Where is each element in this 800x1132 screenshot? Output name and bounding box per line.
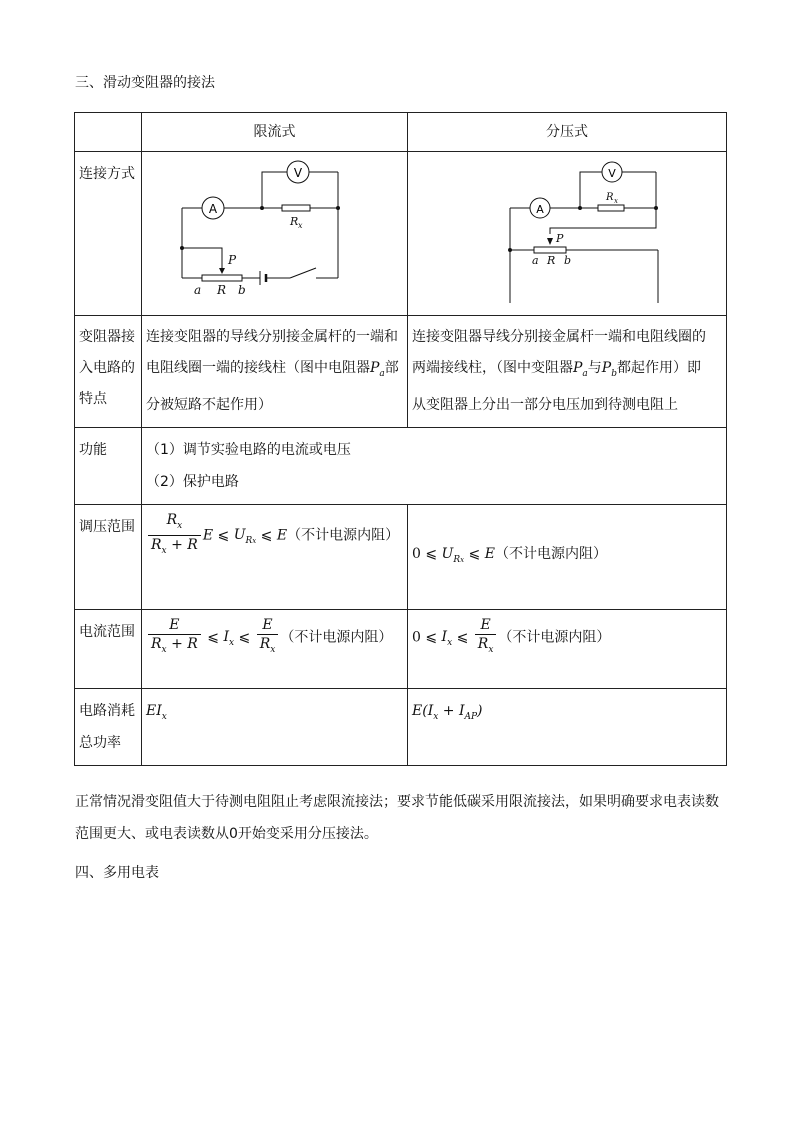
features-text: 两端接线柱，（图中变阻器 <box>412 360 573 376</box>
formula-fraction: $\frac{E}{R_x + R}$ <box>148 616 201 659</box>
formula-note: （不计电源内阻） <box>280 629 393 646</box>
junction-dot <box>508 248 512 252</box>
formula-math: 0 ⩽ <box>412 629 442 646</box>
row-label-voltage-range: 调压范围 <box>75 504 142 609</box>
function-content <box>142 427 727 504</box>
rx-label: R <box>290 215 299 228</box>
formula-note: （不计电源内阻） <box>498 629 611 646</box>
end-b-label: b <box>564 254 572 267</box>
row-total-power <box>75 688 727 765</box>
junction-dot <box>180 246 184 250</box>
features-text-line: 连接变阻器导线分别接金属杆一端和电阻线圈的 <box>412 329 706 345</box>
label-line: 入电路的 <box>79 360 135 376</box>
formula-math: 0 ⩽ <box>412 545 442 562</box>
resistor-rx <box>282 205 310 211</box>
junction-dot <box>578 206 582 210</box>
formula-math: $U_{Rx}$ <box>233 527 257 546</box>
formula-math: $I_x$ <box>441 629 453 648</box>
conclusion-paragraph <box>75 786 730 850</box>
formula-math: E <box>484 545 495 562</box>
row-function <box>75 427 727 504</box>
voltmeter-label: V <box>608 167 616 180</box>
formula-math: $E(I_x + I_{AP})$ <box>412 702 483 722</box>
row-features <box>75 316 727 428</box>
formula-math: $I_x$ <box>223 629 235 648</box>
label-line: 总功率 <box>79 734 121 751</box>
features-text-line: 连接变阻器的导线分别接金属杆的一端和 <box>146 329 398 345</box>
header-voltage-divider: 分压式 <box>408 113 727 152</box>
formula-note: （不计电源内阻） <box>494 545 607 562</box>
row-label-function: 功能 <box>75 427 142 504</box>
junction-dot <box>260 206 264 210</box>
paragraph-line: 正常情况滑变阻值大于待测电阻阻止考虑限流接法；要求节能低碳采用限流接法，如果明确要求电表读数 <box>75 794 719 810</box>
slider-p-label: P <box>556 232 564 245</box>
rheostat-r-label: R <box>217 283 227 297</box>
label-line: 变阻器接 <box>79 329 135 345</box>
rheostat-r-label: R <box>547 254 556 267</box>
formula-math: E <box>202 527 214 544</box>
formula-note: （不计电源内阻） <box>287 527 400 544</box>
row-voltage-range <box>75 504 727 609</box>
end-a-label: a <box>532 254 539 267</box>
section-3-title: 三、滑动变阻器的接法 <box>75 75 215 91</box>
row-current-range <box>75 609 727 688</box>
formula-math: $EI_x$ <box>146 702 167 722</box>
voltage-divider-features <box>408 316 727 428</box>
paragraph-line: 范围更大、或电表读数从0开始变采用分压接法。 <box>75 826 378 842</box>
divider-current-range: 0 ⩽ $I_x$ ⩽ $\frac{E}{R_x}$ （不计电源内阻） <box>408 609 727 688</box>
row-label-current-range: 电流范围 <box>75 609 142 688</box>
resistor-rx <box>598 205 624 211</box>
voltage-divider-circuit-diagram <box>408 152 727 303</box>
formula-fraction: $\frac{E}{R_x}$ <box>475 616 497 659</box>
junction-dot <box>654 206 658 210</box>
features-text: 电阻线圈一端的接线柱（图中电阻器 <box>146 360 370 376</box>
voltage-divider-circuit-cell <box>408 152 727 316</box>
row-connection-method <box>75 152 727 316</box>
formula-math: E <box>276 527 288 544</box>
divider-voltage-range: 0 ⩽ $U_{Rx}$ ⩽ E（不计电源内阻） <box>408 504 727 609</box>
math-pb: $P_b$ <box>601 360 617 379</box>
features-text: 部 <box>384 360 399 376</box>
slider-arrow-icon <box>547 238 553 245</box>
features-text-line: 分被短路不起作用） <box>146 396 272 413</box>
label-line: 电路消耗 <box>79 702 135 719</box>
ammeter-label: A <box>208 202 218 216</box>
row-label-features <box>75 316 142 428</box>
section-4-title: 四、多用电表 <box>75 865 159 881</box>
math-pa: $P_a$ <box>573 360 588 379</box>
end-a-label: a <box>194 283 202 297</box>
voltmeter-label: V <box>293 166 303 180</box>
header-empty <box>75 113 142 152</box>
rx-sub-label: x <box>614 197 618 205</box>
header-limit-current: 限流式 <box>142 113 408 152</box>
formula-fraction: $\frac{E}{R_x}$ <box>257 616 279 659</box>
rx-sub-label: x <box>298 221 303 230</box>
rheostat-resistor <box>534 247 566 253</box>
limit-current-features <box>142 316 408 428</box>
features-text-line: 从变阻器上分出一部分电压加到待测电阻上 <box>412 396 678 413</box>
limit-voltage-range: $\frac{R_x}{R_x + R}$ E ⩽ $U_{Rx}$ ⩽ E（不计电源内阻） <box>142 504 408 609</box>
end-b-label: b <box>238 283 246 297</box>
junction-dot <box>336 206 340 210</box>
function-item: （2）保护电路 <box>146 473 239 490</box>
row-label-connection: 连接方式 <box>75 152 142 316</box>
slider-arrow-icon <box>219 268 225 274</box>
limit-power <box>142 688 408 765</box>
slider-p-label: P <box>228 253 237 267</box>
rheostat-connection-table <box>74 112 727 766</box>
features-text-line <box>146 353 403 390</box>
features-text: 都起作用）即 <box>616 360 701 376</box>
function-item: （1）调节实验电路的电流或电压 <box>146 441 351 458</box>
ammeter-label: A <box>536 203 544 216</box>
row-label-power <box>75 688 142 765</box>
limit-current-range: $\frac{E}{R_x + R}$ ⩽ $I_x$ ⩽ $\frac{E}{R_x}$ （不计电源内阻） <box>142 609 408 688</box>
formula-fraction: $\frac{R_x}{R_x + R}$ <box>148 511 201 560</box>
limit-current-circuit-diagram <box>142 152 408 303</box>
table-header-row <box>75 113 727 152</box>
math-pa: $P_a$ <box>370 360 385 379</box>
limit-current-circuit-cell <box>142 152 408 316</box>
features-text-line <box>412 353 722 390</box>
formula-math: $U_{Rx}$ <box>441 545 465 565</box>
label-line: 特点 <box>79 391 107 407</box>
rx-label: R <box>606 192 614 203</box>
divider-power <box>408 688 727 765</box>
features-text: 与 <box>587 360 602 376</box>
rheostat-resistor <box>202 275 242 281</box>
